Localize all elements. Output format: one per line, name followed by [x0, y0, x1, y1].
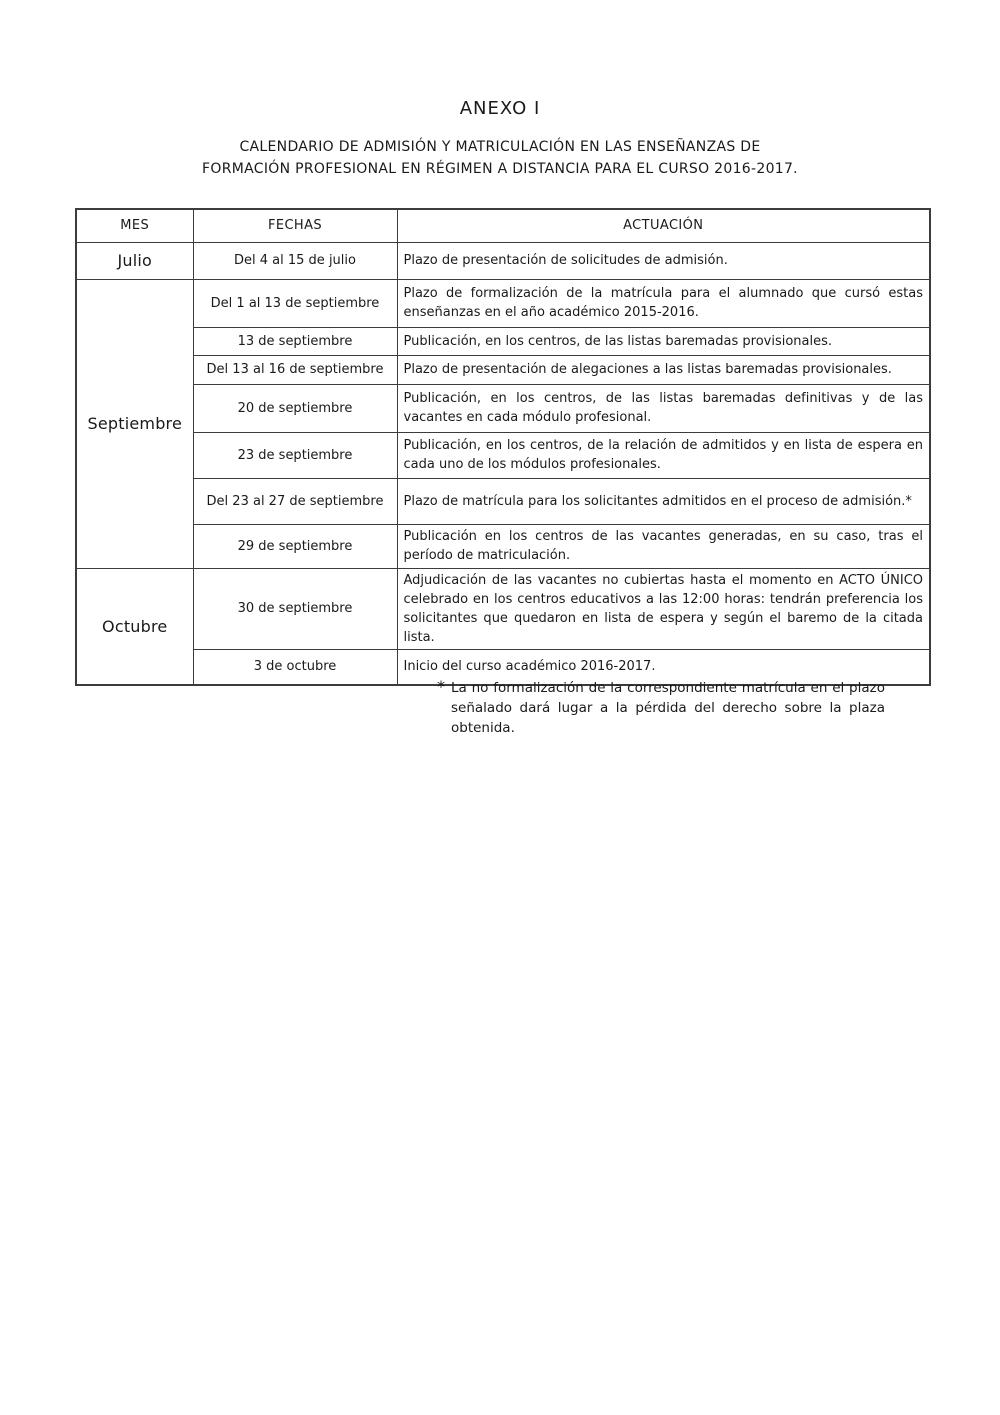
fecha-cell: 20 de septiembre: [193, 384, 397, 432]
page-subtitle: [0, 136, 1000, 180]
table-row: [76, 432, 930, 478]
subtitle-line-1: CALENDARIO DE ADMISIÓN Y MATRICULACIÓN EN LAS ENSEÑANZAS DE: [239, 139, 761, 155]
footnote-asterisk: *: [437, 677, 445, 696]
table-row: [76, 524, 930, 568]
actuacion-cell: Plazo de presentación de solicitudes de admisión.: [397, 242, 930, 279]
column-header-mes: MES: [76, 209, 193, 242]
table-row: [76, 568, 930, 649]
fecha-cell: 23 de septiembre: [193, 432, 397, 478]
actuacion-cell: Publicación, en los centros, de las listas baremadas provisionales.: [397, 327, 930, 355]
actuacion-cell: Publicación, en los centros, de las listas baremadas definitivas y de las vacantes en cada módulo profesional.: [397, 384, 930, 432]
actuacion-cell: Plazo de presentación de alegaciones a las listas baremadas provisionales.: [397, 355, 930, 384]
table-row: [76, 279, 930, 327]
page-title: ANEXO I: [459, 98, 541, 119]
footnote-text: La no formalización de la correspondiente matrícula en el plazo señalado dará lugar a la pérdida del derecho sobre la plaza obtenida.: [451, 680, 885, 736]
month-cell-octubre: Octubre: [76, 568, 193, 685]
month-cell-julio: Julio: [76, 242, 193, 279]
subtitle-line-2: FORMACIÓN PROFESIONAL EN RÉGIMEN A DISTANCIA PARA EL CURSO 2016-2017.: [202, 161, 798, 177]
fecha-cell: 13 de septiembre: [193, 327, 397, 355]
fecha-cell: Del 13 al 16 de septiembre: [193, 355, 397, 384]
fecha-cell: 3 de octubre: [193, 649, 397, 685]
table-row: [76, 478, 930, 524]
table-row: [76, 242, 930, 279]
actuacion-cell: Adjudicación de las vacantes no cubiertas hasta el momento en ACTO ÚNICO celebrado en los centros educativos a las 12:00 horas: tendrán preferencia los solicitantes que quedaron en lista de espera y según el baremo de la citada lista.: [397, 568, 930, 649]
column-header-actuacion: ACTUACIÓN: [397, 209, 930, 242]
table-row: [76, 384, 930, 432]
table-row: [76, 327, 930, 355]
actuacion-cell: Inicio del curso académico 2016-2017.: [397, 649, 930, 685]
fecha-cell: 29 de septiembre: [193, 524, 397, 568]
actuacion-cell: Publicación, en los centros, de la relación de admitidos y en lista de espera en cada uno de los módulos profesionales.: [397, 432, 930, 478]
table-row: [76, 355, 930, 384]
column-header-fechas: FECHAS: [193, 209, 397, 242]
fecha-cell: 30 de septiembre: [193, 568, 397, 649]
month-cell-septiembre: Septiembre: [76, 279, 193, 568]
fecha-cell: Del 23 al 27 de septiembre: [193, 478, 397, 524]
actuacion-cell: Plazo de matrícula para los solicitantes admitidos en el proceso de admisión.*: [397, 478, 930, 524]
fecha-cell: Del 1 al 13 de septiembre: [193, 279, 397, 327]
fecha-cell: Del 4 al 15 de julio: [193, 242, 397, 279]
actuacion-cell: Plazo de formalización de la matrícula para el alumnado que cursó estas enseñanzas en el año académico 2015-2016.: [397, 279, 930, 327]
table-header-row: [76, 209, 930, 242]
footnote: [437, 678, 885, 738]
actuacion-cell: Publicación en los centros de las vacantes generadas, en su caso, tras el período de matriculación.: [397, 524, 930, 568]
calendar-table: [75, 208, 931, 686]
